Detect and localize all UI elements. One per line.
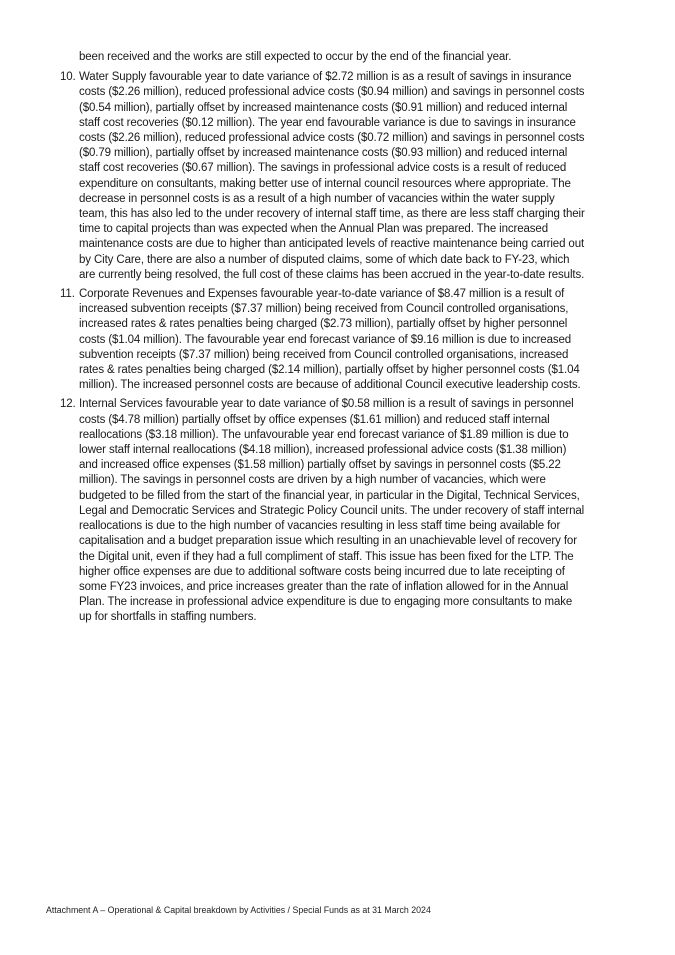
list-item-number: 12. [60, 398, 76, 411]
list-item-12 [60, 397, 585, 625]
list-item-10 [60, 70, 585, 283]
page-footer: Attachment A – Operational & Capital breakdown by Activities / Special Funds as at 31 March 2024 [46, 905, 431, 915]
list-item-number: 11. [60, 288, 75, 301]
list-item-text: Corporate Revenues and Expenses favourable year-to-date variance of $8.47 million is a result of increased subvention receipts ($7.37 million) being received from Council controlled organisations, increased rates & rates penalties being charged ($2.73 million), partially offset by higher personnel costs ($1.04 million). The favourable year end forecast variance of $9.16 million is due to increased subvention receipts ($7.37 million) being received from Council controlled organisations, increased rates & rates penalties being charged ($2.14 million), partially offset by higher personnel costs ($1.04 million). The increased personnel costs are because of additional Council executive leadership costs. [79, 288, 581, 392]
document-body [60, 50, 585, 630]
list-item-text: Internal Services favourable year to date variance of $0.58 million is a result of savings in personnel costs ($4.78 million) partially offset by office expenses ($1.61 million) and reduced staff internal reallocations ($3.18 million). The unfavourable year end forecast variance of $1.89 million is due to lower staff internal reallocations ($4.18 million), increased professional advice costs ($1.38 million) and increased office expenses ($1.58 million) partially offset by savings in personnel costs ($5.22 million). The savings in personnel costs are driven by a high number of vacancies, which were budgeted to be filled from the start of the financial year, in particular in the Digital, Technical Services, Legal and Democratic Services and Strategic Policy Council units. The under recovery of staff internal reallocations is due to the high number of vacancies resulting in less staff time being available for capitalisation and a budget preparation issue which resulting in an unachievable level of recovery for the Digital unit, even if they had a full compliment of staff. This issue has been fixed for the LTP. The higher office expenses are due to additional software costs being incurred due to late receipting of some FY23 invoices, and price increases greater than the rate of inflation allowed for in the Annual Plan. The increase in professional advice expenditure is due to engaging more consultants to make up for shortfalls in staffing numbers. [79, 398, 585, 624]
list-item-11 [60, 287, 585, 393]
list-item-number: 10. [60, 71, 76, 84]
list-item-text: Water Supply favourable year to date variance of $2.72 million is as a result of savings in insurance costs ($2.26 million), reduced professional advice costs ($0.94 million) and savings in personnel costs ($0.54 million), partially offset by increased maintenance costs ($0.91 million) and reduced internal staff cost recoveries ($0.12 million). The year end favourable variance is due to savings in insurance costs ($2.26 million), reduced professional advice costs ($0.72 million) and savings in personnel costs ($0.79 million), partially offset by increased maintenance costs ($0.93 million) and reduced internal staff cost recoveries ($0.67 million). The savings in professional advice costs is a result of reduced expenditure on consultants, making better use of internal council resources where appropriate. The decrease in personnel costs is as a result of a high number of vacancies within the water supply team, this has also led to the under recovery of internal staff time, as there are less staff charging their time to capital projects than was expected when the Annual Plan was prepared. The increased maintenance costs are due to higher than anticipated levels of reactive maintenance being carried out by City Care, there are also a number of disputed claims, some of which date back to FY-23, which are currently being resolved, the full cost of these claims has been accrued in the year-to-date results. [79, 71, 585, 281]
continued-paragraph: been received and the works are still expected to occur by the end of the financial year. [79, 51, 512, 63]
